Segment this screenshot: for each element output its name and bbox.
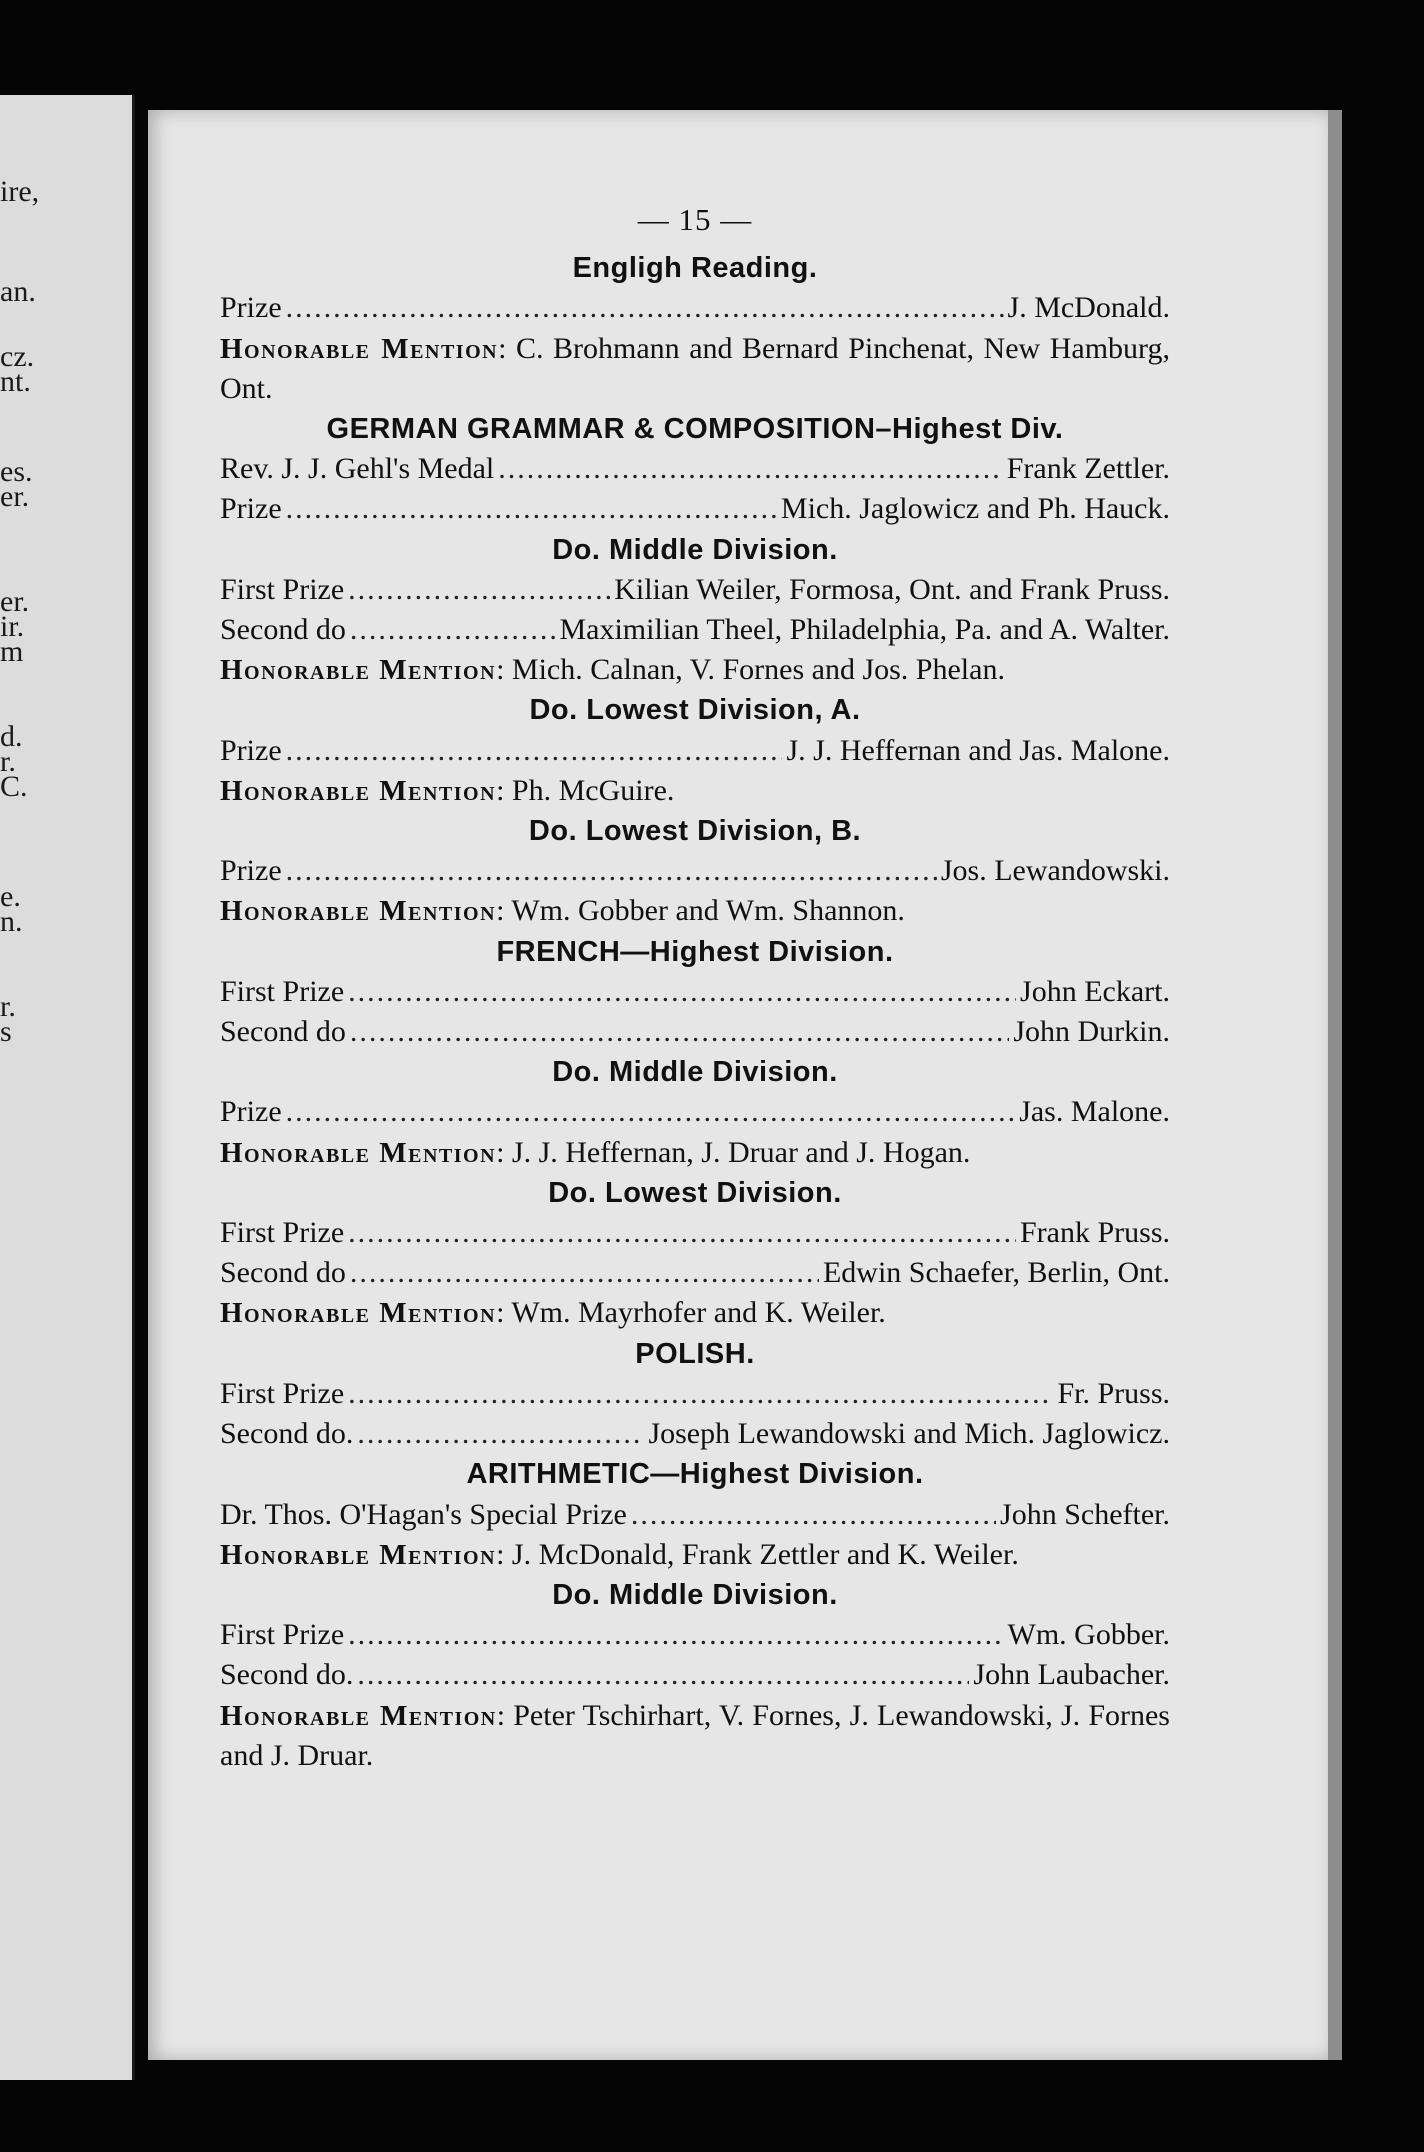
mention-colon: : — [496, 1296, 512, 1330]
prize-row — [220, 1374, 1170, 1414]
section-heading: Do. Lowest Division. — [548, 1176, 842, 1209]
prize-winner: J. McDonald. — [1007, 291, 1170, 325]
prize-label: Prize — [220, 291, 282, 325]
mention-colon: : — [496, 773, 512, 807]
dot-leader — [350, 1012, 1010, 1052]
prize-label: Second do — [220, 1015, 346, 1049]
section-heading: Do. Lowest Division, B. — [528, 815, 862, 848]
mention-label: Honorable Mention — [220, 654, 497, 687]
mention-names: Peter Tschirhart, V. Fornes, J. Lewandowski, J. Fornes and J. Druar. — [220, 1698, 1170, 1772]
prize-label: Second do — [220, 1256, 346, 1290]
prize-winner: Wm. Gobber. — [1007, 1618, 1170, 1652]
mention-label: Honorable Mention — [220, 1297, 497, 1330]
prize-row — [220, 1253, 1170, 1293]
prize-label: Rev. J. J. Gehl's Medal — [220, 452, 495, 486]
dot-leader — [348, 1615, 1003, 1655]
dot-leader — [350, 610, 556, 650]
mention-names: Ph. McGuire. — [511, 773, 675, 807]
dot-leader — [286, 1092, 1016, 1132]
prize-winner: Fr. Pruss. — [1057, 1376, 1170, 1410]
mention-label: Honorable Mention — [220, 1538, 497, 1571]
honorable-mention — [220, 1696, 1170, 1776]
prize-row — [220, 731, 1170, 771]
mention-colon: : — [496, 1135, 512, 1169]
mention-colon: : — [496, 894, 512, 928]
left-page-fragment: an. — [0, 275, 36, 308]
honorable-mention — [220, 1133, 1170, 1173]
mention-names: J. McDonald, Frank Zettler and K. Weiler. — [511, 1537, 1019, 1571]
prize-row — [220, 1655, 1170, 1695]
honorable-mention — [220, 771, 1170, 811]
prize-row — [220, 449, 1170, 489]
prize-label: Second do. — [220, 1417, 354, 1451]
mention-names: C. Brohmann and Bernard Pinchenat, New Hamburg, Ont. — [220, 331, 1170, 405]
prize-winner: Maximilian Theel, Philadelphia, Pa. and A. Walter. — [559, 613, 1170, 647]
prize-row — [220, 1495, 1170, 1535]
mention-names: J. J. Heffernan, J. Druar and J. Hogan. — [511, 1135, 971, 1169]
prize-winner: John Durkin. — [1013, 1015, 1170, 1049]
honorable-mention — [220, 1293, 1170, 1333]
prize-row — [220, 1012, 1170, 1052]
section-heading: Do. Middle Division. — [552, 533, 838, 566]
honorable-mention — [220, 1535, 1170, 1575]
left-page-fragment: nt. — [0, 365, 31, 398]
prize-row — [220, 1213, 1170, 1253]
prize-row — [220, 489, 1170, 529]
mention-names: Wm. Mayrhofer and K. Weiler. — [511, 1296, 886, 1330]
mention-label: Honorable Mention — [220, 774, 497, 807]
prize-row — [220, 1615, 1170, 1655]
prize-label: Prize — [220, 854, 282, 888]
prize-winner: John Schefter. — [1000, 1497, 1170, 1531]
left-page-fragment: n. — [0, 905, 23, 938]
prize-label: First Prize — [220, 1376, 345, 1410]
mention-colon: : — [496, 1698, 514, 1732]
dot-leader — [286, 851, 937, 891]
prize-label: Prize — [220, 733, 282, 767]
prize-row — [220, 1414, 1170, 1454]
left-page-fragment: cz. — [0, 340, 35, 373]
left-page-fragment: s — [0, 1015, 12, 1048]
prize-label: Prize — [220, 492, 282, 526]
left-page-fragment: er. — [0, 480, 30, 513]
prize-winner: Kilian Weiler, Formosa, Ont. and Frank Pruss. — [614, 572, 1170, 606]
dot-leader — [286, 489, 777, 529]
section-heading: Do. Middle Division. — [552, 1578, 838, 1611]
mention-label: Honorable Mention — [220, 332, 499, 365]
dot-leader — [357, 1655, 969, 1695]
left-page-fragment: er. — [0, 585, 30, 618]
prize-label: First Prize — [220, 1618, 345, 1652]
left-page-fragment: es. — [0, 455, 33, 488]
prize-winner: Frank Zettler. — [1006, 452, 1170, 486]
prize-winner: J. J. Heffernan and Jas. Malone. — [786, 733, 1170, 767]
dot-leader — [350, 1253, 819, 1293]
left-page-fragment: C. — [0, 770, 28, 803]
document-page — [148, 110, 1342, 2060]
page-number: — 15 — — [637, 202, 753, 237]
prize-label: Prize — [220, 1095, 282, 1129]
prize-winner: Edwin Schaefer, Berlin, Ont. — [822, 1256, 1170, 1290]
prize-row — [220, 610, 1170, 650]
left-page-fragment: ir. — [0, 610, 25, 643]
prize-label: Dr. Thos. O'Hagan's Special Prize — [220, 1497, 627, 1531]
dot-leader — [631, 1495, 996, 1535]
left-page-fragment: ire, — [0, 175, 40, 208]
mention-names: Wm. Gobber and Wm. Shannon. — [511, 894, 905, 928]
prize-winner: Mich. Jaglowicz and Ph. Hauck. — [780, 492, 1170, 526]
section-heading: Engligh Reading. — [572, 252, 818, 285]
left-page-fragment: m — [0, 635, 24, 668]
section-heading: GERMAN GRAMMAR & COMPOSITION–Highest Div. — [326, 413, 1064, 446]
prize-winner: Joseph Lewandowski and Mich. Jaglowicz. — [648, 1417, 1170, 1451]
prize-row — [220, 1092, 1170, 1132]
honorable-mention — [220, 329, 1170, 409]
mention-colon: : — [498, 331, 516, 365]
prize-winner: Frank Pruss. — [1019, 1216, 1170, 1250]
page-content — [220, 200, 1170, 1776]
prize-row — [220, 851, 1170, 891]
section-heading: POLISH. — [635, 1337, 755, 1370]
dot-leader — [286, 288, 1004, 328]
left-page-fragment: r. — [0, 745, 16, 778]
section-heading: Do. Middle Division. — [552, 1056, 838, 1089]
prize-list — [220, 248, 1170, 1776]
prize-winner: John Eckart. — [1020, 974, 1170, 1008]
prize-winner: John Laubacher. — [973, 1658, 1170, 1692]
prize-label: First Prize — [220, 572, 345, 606]
dot-leader — [348, 972, 1016, 1012]
prize-label: First Prize — [220, 1216, 345, 1250]
dot-leader — [348, 1374, 1053, 1414]
prize-label: First Prize — [220, 974, 345, 1008]
mention-colon: : — [496, 1537, 512, 1571]
left-page-fragment: r. — [0, 990, 16, 1023]
mention-label: Honorable Mention — [220, 895, 497, 928]
mention-names: Mich. Calnan, V. Fornes and Jos. Phelan. — [511, 653, 1005, 687]
left-page-fragment: d. — [0, 720, 23, 753]
dot-leader — [498, 449, 1002, 489]
prize-row — [220, 972, 1170, 1012]
section-heading: ARITHMETIC—Highest Division. — [466, 1458, 924, 1491]
dot-leader — [357, 1414, 644, 1454]
prize-label: Second do. — [220, 1658, 354, 1692]
dot-leader — [348, 570, 610, 610]
section-heading: FRENCH—Highest Division. — [496, 935, 894, 968]
mention-label: Honorable Mention — [220, 1136, 497, 1169]
honorable-mention — [220, 650, 1170, 690]
dot-leader — [286, 731, 783, 771]
dot-leader — [348, 1213, 1016, 1253]
prize-winner: Jos. Lewandowski. — [940, 854, 1170, 888]
prize-row — [220, 288, 1170, 328]
prize-label: Second do — [220, 613, 346, 647]
prize-row — [220, 570, 1170, 610]
prize-winner: Jas. Malone. — [1019, 1095, 1170, 1129]
mention-label: Honorable Mention — [220, 1699, 497, 1732]
left-page-edge — [0, 95, 135, 2080]
left-page-fragment: e. — [0, 880, 21, 913]
section-heading: Do. Lowest Division, A. — [529, 694, 861, 727]
mention-colon: : — [496, 653, 512, 687]
honorable-mention — [220, 891, 1170, 931]
